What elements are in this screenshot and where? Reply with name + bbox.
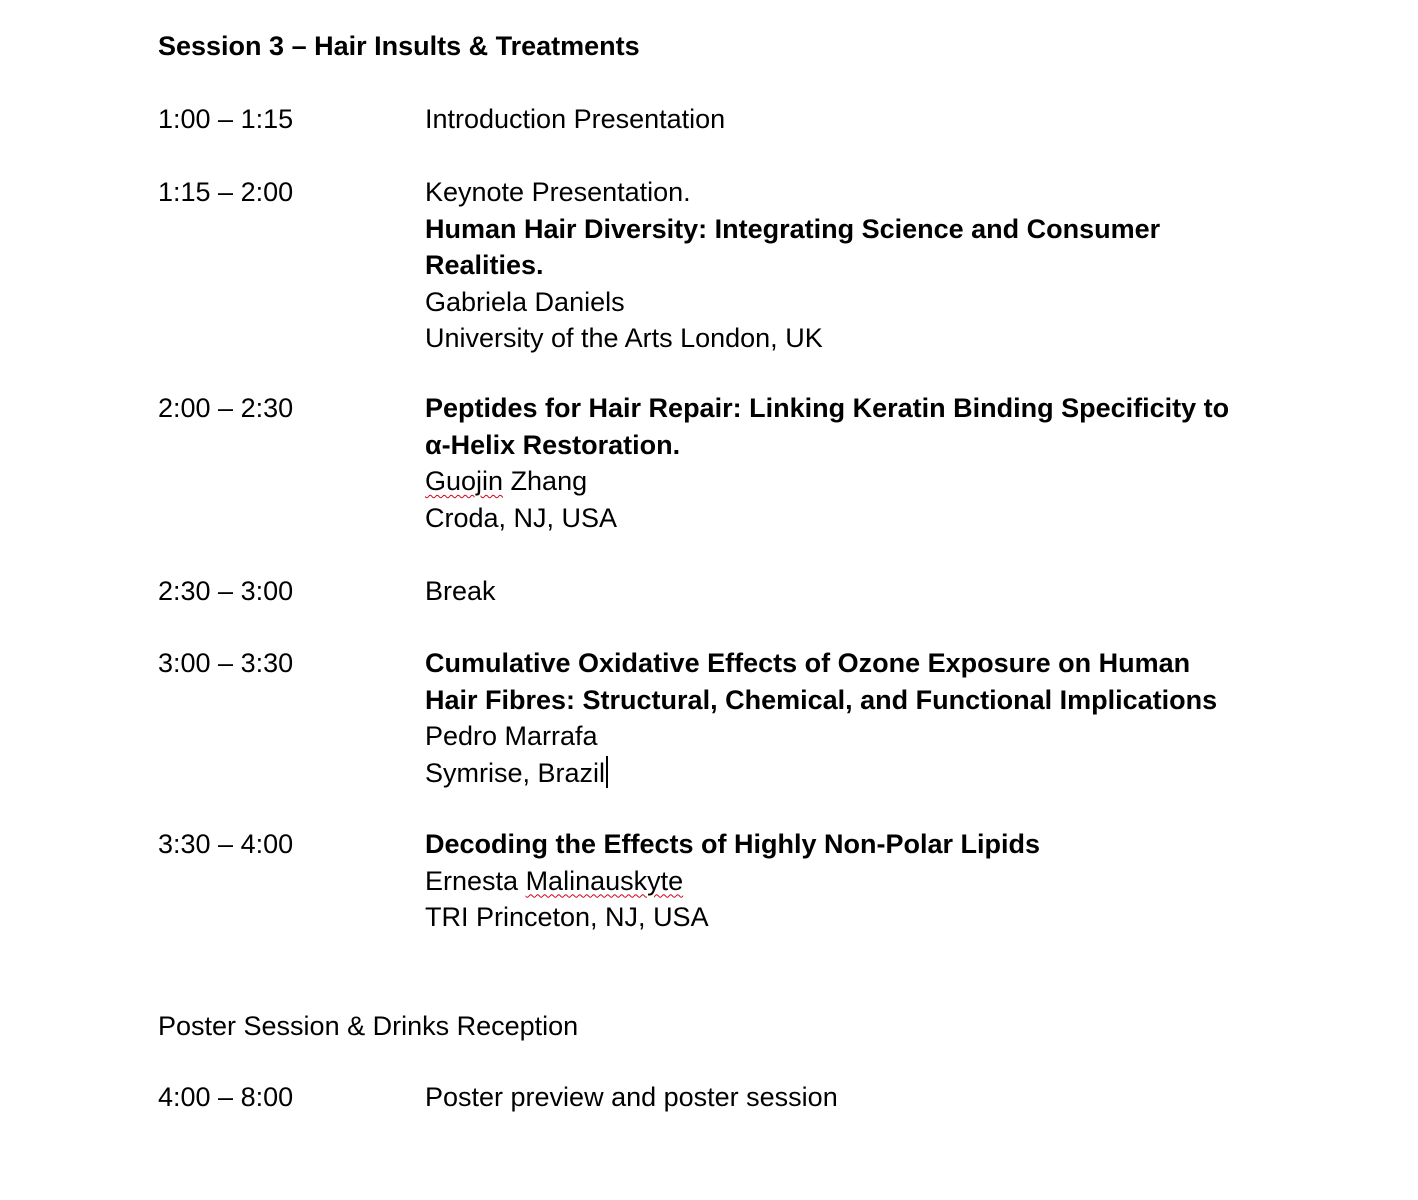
spellcheck-word[interactable]: Malinauskyte (525, 865, 684, 896)
talk-title: Realities. (425, 250, 544, 280)
speaker-name: Gabriela Daniels (425, 286, 625, 317)
spellcheck-word[interactable]: Guojin (425, 466, 504, 496)
schedule-time: 2:30 – 3:00 (158, 576, 294, 606)
talk-title: Decoding the Effects of Highly Non-Polar Lipids (425, 829, 1041, 859)
talk-title: Peptides for Hair Repair: Linking Keratin Binding Specificity to (425, 393, 1230, 423)
break-label: Break (425, 576, 496, 606)
speaker-surname: Zhang (503, 466, 588, 496)
poster-section-title: Poster Session & Drinks Reception (158, 1011, 579, 1041)
schedule-content (425, 390, 1275, 536)
speaker-affiliation[interactable] (425, 755, 1275, 792)
talk-title: Hair Fibres: Structural, Chemical, and Functional Implications (425, 684, 1218, 715)
talk-title: Cumulative Oxidative Effects of Ozone Exposure on Human (425, 648, 1191, 678)
schedule-content (425, 826, 1275, 936)
speaker-name (425, 463, 1275, 500)
schedule-content (425, 101, 1275, 138)
schedule-content (425, 1079, 1275, 1116)
schedule-time: 3:30 – 4:00 (158, 829, 294, 859)
speaker-first-name: Ernesta (425, 865, 526, 896)
speaker-affiliation: University of the Arts London, UK (425, 323, 823, 353)
speaker-affiliation: Croda, NJ, USA (425, 502, 618, 533)
presentation-label: Keynote Presentation. (425, 177, 691, 207)
schedule-content (425, 573, 1275, 610)
schedule-time: 4:00 – 8:00 (158, 1082, 294, 1112)
poster-session-label: Poster preview and poster session (425, 1082, 838, 1112)
session-heading: Session 3 – Hair Insults & Treatments (158, 31, 640, 61)
presentation-label: Introduction Presentation (425, 104, 726, 134)
schedule-time: 1:00 – 1:15 (158, 104, 294, 134)
speaker-name: Pedro Marrafa (425, 721, 598, 751)
affiliation-text: Symrise, Brazil (425, 757, 606, 788)
schedule-time: 1:15 – 2:00 (158, 177, 294, 207)
talk-title: Human Hair Diversity: Integrating Science and Consumer (425, 213, 1161, 244)
talk-title: α-Helix Restoration. (425, 429, 681, 460)
schedule-content (425, 645, 1275, 791)
speaker-name (425, 863, 1275, 900)
text-cursor (606, 756, 608, 788)
schedule-time: 2:00 – 2:30 (158, 393, 294, 423)
schedule-content (425, 174, 1275, 357)
schedule-time: 3:00 – 3:30 (158, 648, 294, 678)
speaker-affiliation: TRI Princeton, NJ, USA (425, 902, 709, 932)
